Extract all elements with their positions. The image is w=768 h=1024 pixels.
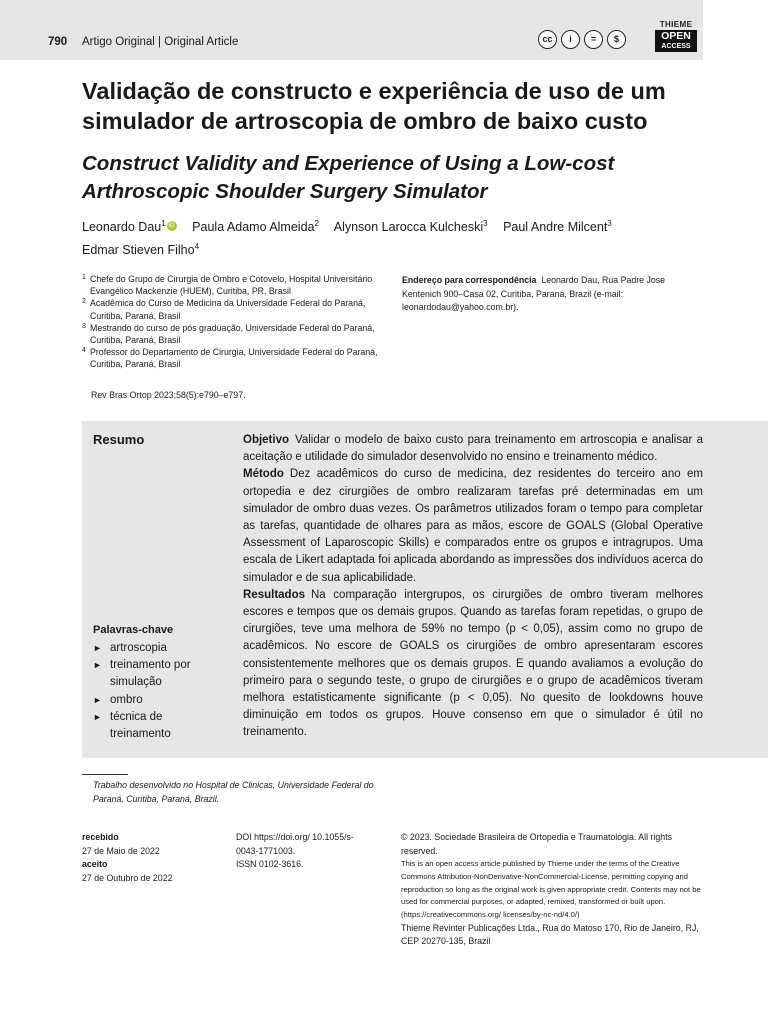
doi-info: DOI https://doi.org/ 10.1055/s-0043-1771003. ISSN 0102-3616. — [236, 832, 354, 869]
abstract-heading: Resumo — [93, 432, 145, 447]
correspondence-label: Endereço para correspondência — [402, 275, 537, 285]
nc-icon[interactable]: $ — [607, 30, 626, 49]
by-icon[interactable]: i — [561, 30, 580, 49]
title-portuguese: Validação de constructo e experiência de uso de um simulador de artroscopia de ombro de baixo custo — [82, 78, 666, 134]
keyword-item: ► técnica de treinamento — [93, 709, 213, 743]
footnote-divider — [82, 774, 128, 775]
affiliation: 2 Acadêmica do Curso de Medicina da Universidade Federal do Paraná, Curitiba, Paraná, Brasil — [82, 298, 366, 321]
logo-line-3: ACCESS — [655, 42, 697, 52]
nd-icon[interactable]: = — [584, 30, 603, 49]
doi-link[interactable]: https://doi.org/ 10.1055/s-0043-1771003. — [236, 832, 354, 856]
received-dates: recebido 27 de Maio de 2022 aceito 27 de Outubro de 2022 — [82, 832, 173, 883]
logo-line-2: OPEN — [655, 30, 697, 42]
author: Alynson Larocca Kulcheski$^3$ — [333, 219, 488, 235]
affiliation: 3 Mestrando do curso de pós graduação, Universidade Federal do Paraná, Curitiba, Paraná, Brasil — [82, 322, 375, 346]
license-text: This is an open access article published by Thieme under the terms of the Creative Commons Attribution-NonDerivative-NonCommercial-License, permitting copying and reproduction so long as the original work is given appropriate credit. Contents may not be used for commercial purposes, or adapted, remixed, transformed or built upon. (https://creativecommons.org/ licenses/by-nc-nd/4.0/) — [401, 859, 701, 920]
title-english: Construct Validity and Experience of Using a Low-cost Arthroscopic Shoulder Surgery Simulator — [82, 152, 615, 203]
keyword-item: ► ombro — [93, 692, 213, 709]
cc-icon[interactable]: cc — [538, 30, 557, 49]
keyword-item: ► treinamento por simulação — [93, 657, 213, 691]
affiliation: 1 Chefe do Grupo de Cirurgia de Ombro e Cotovelo, Hospital Universitário Evangélico Mackenzie (HUEM), Curitiba, PR, Brasil — [82, 274, 373, 297]
author: Paul Andre Milcent$^3$ — [503, 219, 612, 235]
thieme-open-access-logo — [655, 20, 697, 56]
author-list — [82, 214, 702, 260]
copyright-info: © 2023. Sociedade Brasileira de Ortopedia e Traumatologia. All rights reserved. This is an open access article published by Thieme under the terms of the Creative Commons Attribution-NonDerivative-NonCommercial-License, permitting copying and reproduction so long as the original work is given appropriate credit. Contents may not be used for commercial purposes, or adapted, remixed, transformed or built upon. (https://creativecommons.org/ licenses/by-nc-nd/4.0/) Thieme Revinter Publicações Ltda., Rua do Matoso 170, Rio de Janeiro, RJ, CEP 20270-135, Brazil — [401, 832, 701, 947]
abstract-text — [243, 432, 703, 742]
license-icons — [538, 30, 626, 49]
author: Leonardo Dau$^1$ iD — [82, 220, 177, 234]
footnote: Trabalho desenvolvido no Hospital de Clinicas, Universidade Federal do Paraná, Curitiba, Paraná, Brazil. — [93, 780, 374, 804]
page-number: 790 — [48, 36, 68, 48]
author: Paula Adamo Almeida$^2$ — [192, 219, 319, 235]
orcid-icon[interactable]: iD — [167, 221, 177, 231]
author: Edmar Stieven Filho$^4$ — [82, 242, 200, 258]
section-label: Artigo Original | Original Article — [82, 36, 239, 48]
correspondence-text: Leonardo Dau, Rua Padre Jose Kentenich 900–Casa 02, Curitiba, Paraná, Brazil (e-mail: leonardodau@yahoo.com.br). — [402, 275, 666, 312]
logo-line-1: THIEME — [659, 20, 693, 29]
correspondence-address — [402, 274, 702, 315]
keyword-item: ► artroscopia — [93, 640, 213, 657]
keywords-list — [93, 640, 213, 743]
abstract-section-results: Resultados Na comparação intergrupos, os cirurgiões de ombro tiveram melhores escores e tempos que os demais grupos. Quando as tarefas foram repetidas, o grupo de cirurgiões, teve uma melhora de 59% no tempo (p < 0,05), assim como no grupo de acadêmicos. No escore de GOALS os cirurgiões de ombro apresentaram escores consistentemente melhores que os demais grupos. E quando avaliamos a evolução do primeiro para o segundo teste, o grupo de cirurgiões e o grupo de acadêmicos tiveram melhora estatisticamente significante (p < 0,05). No quesito de lookdowns houve diminuição em todos os grupos. Houve consenso em que o simulador é útil no treinamento. — [243, 588, 703, 739]
affiliation: 4 Professor do Departamento de Cirurgia, Universidade Federal do Paraná, Curitiba, Paraná, Brasil — [82, 347, 378, 370]
keywords-heading: Palavras-chave — [93, 624, 174, 636]
citation: Rev Bras Ortop 2023;58(5):e790–e797. — [91, 390, 246, 400]
abstract-section-method: Método Dez acadêmicos do curso de medicina, dez residentes do terceiro ano em ortopedia e dez cirurgiões de ombro realizaram tarefas pré determinadas em um simulador de ombro duas vezes. Os parâmetros utilizados foram o tempo para completar as tarefas, quantidade de olhares para as mãos, escore de GOALS (Global Operative Assessment of Laparoscopic Skills) e comparados entre os grupos e intragrupos. Uma escala de Likert adaptada foi aplicada abordando as impressões dos indivíduos acerca do simulador e de sua aplicabilidade. — [243, 468, 703, 584]
abstract-section-objective: Objetivo Validar o modelo de baixo custo para treinamento em artroscopia e analisar a aceitação e utilidade do simulador desenvolvido no ensino e treinamento médico. — [243, 434, 703, 464]
affiliations — [82, 273, 392, 371]
